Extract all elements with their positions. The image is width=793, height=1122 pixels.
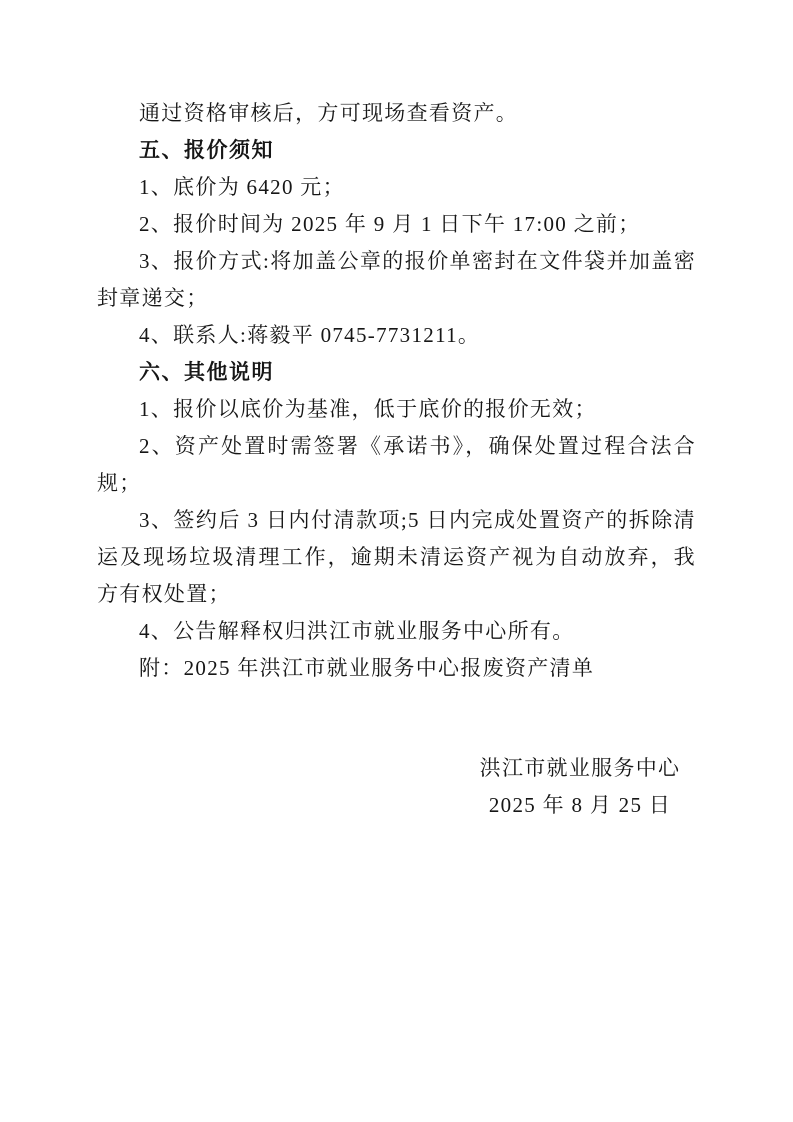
pricing-item-3: 3、报价方式:将加盖公章的报价单密封在文件袋并加盖密封章递交；	[97, 249, 696, 310]
pricing-item-1: 1、底价为 6420 元；	[139, 175, 345, 199]
attachment-note: 附：2025 年洪江市就业服务中心报废资产清单	[139, 656, 595, 680]
signature-block	[420, 750, 740, 824]
document-body	[97, 95, 696, 687]
other-notes-item-3: 3、签约后 3 日内付清款项;5 日内完成处置资产的拆除清运及现场垃圾清理工作，逾期未清运资产视为自动放弃，我方有权处置；	[97, 508, 696, 606]
signature-org: 洪江市就业服务中心	[479, 756, 681, 780]
other-notes-item-1: 1、报价以底价为基准，低于底价的报价无效；	[139, 397, 597, 421]
section-heading-other-notes: 六、其他说明	[139, 361, 274, 384]
section-heading-pricing: 五、报价须知	[139, 139, 274, 162]
paragraph-continuation: 通过资格审核后，方可现场查看资产。	[139, 101, 519, 125]
other-notes-item-4: 4、公告解释权归洪江市就业服务中心所有。	[139, 619, 575, 643]
other-notes-item-2: 2、资产处置时需签署《承诺书》，确保处置过程合法合规；	[97, 434, 696, 495]
signature-date: 2025 年 8 月 25 日	[488, 793, 672, 817]
pricing-item-4: 4、联系人:蒋毅平 0745-7731211。	[139, 323, 481, 347]
pricing-item-2: 2、报价时间为 2025 年 9 月 1 日下午 17:00 之前；	[139, 212, 641, 236]
